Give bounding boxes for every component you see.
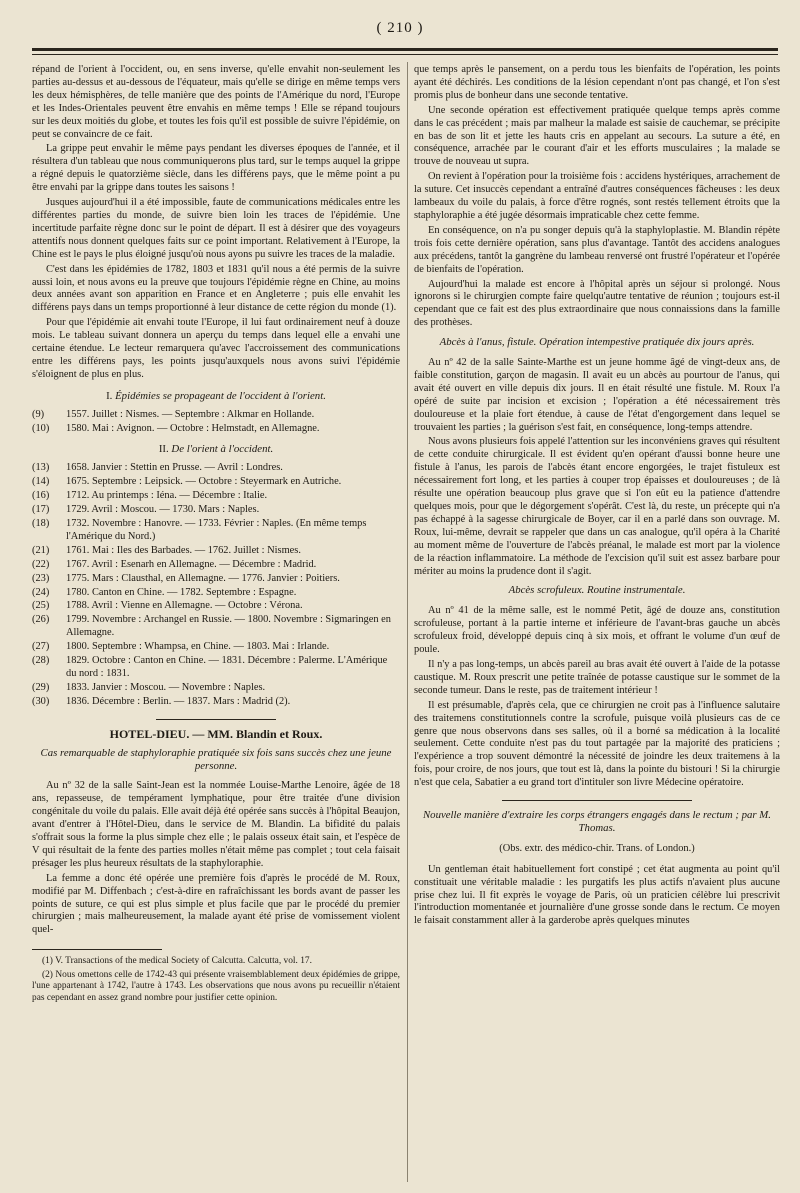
divider <box>156 719 276 720</box>
source-note: (Obs. extr. des médico-chir. Trans. of London.) <box>499 842 695 854</box>
list-item <box>32 600 400 613</box>
list-item <box>32 476 400 489</box>
item-text: 1780. Canton en Chine. — 1782. Septembre : Espagne. <box>66 586 297 598</box>
section-number: I. <box>106 389 113 402</box>
list-item <box>32 641 400 654</box>
paragraph: que temps après le pansement, on a perdu tous les bienfaits de l'opération, les points ayant été déchirés. Les conditions de la lésion cependant n'ont pas changé, et l'on s'est promis plus de bonheur dans une seconde tentative. <box>414 64 780 101</box>
footnote: (1) V. Transactions of the medical Society of Calcutta. Calcutta, vol. 17. <box>42 956 312 967</box>
epidemic-list <box>32 409 400 436</box>
item-number: (14) <box>32 476 50 488</box>
case-title: Nouvelle manière d'extraire les corps étrangers engagés dans le rectum ; par M. Thomas. <box>422 809 772 834</box>
section-title <box>32 443 400 456</box>
footnote: (2) Nous omettons celle de 1742-43 qui présente vraisemblablement deux épidémies de grippe, l'une appartenant à 1742, l'autre à 1743. Les observations que nous avons pu recueillir n'étaient pas cependant en assez grand nombre pour justifier cette opinion. <box>32 969 400 1003</box>
item-text: 1557. Juillet : Nismes. — Septembre : Alkmar en Hollande. <box>66 408 315 420</box>
item-number: (9) <box>32 408 45 420</box>
item-text: 1836. Décembre : Berlin. — 1837. Mars : Madrid (2). <box>66 695 291 707</box>
paragraph: Aujourd'hui la malade est encore à l'hôpital après un séjour si prolongé. Nous ignorons si le chirurgien compte faire quelqu'autre tentative de réunion ; toujours est-il cependant que ce fait est des plus extraordinaire que nous connaissions dans la famille des prothèses. <box>414 278 780 329</box>
epidemic-list <box>32 462 400 708</box>
paragraph: La grippe peut envahir le même pays pendant les diverses époques de l'année, et il résultera d'un tableau que nous communiquerons plus tard, sur le temps auquel la grippe a régné depuis le quatorzième siècle, dans les différens pays, que le même point a pu être envahi par la grippe dans toutes les saisons ! <box>32 143 400 194</box>
paragraph: Nous avons plusieurs fois appelé l'attention sur les inconvéniens graves qui résultent de cette conduite chirurgicale. Il est évident qu'en opérant d'aussi bonne heure une fistule à l'anus, les parois de l'abcès étant encore engorgées, le trajet fistuleux est nécessairement fort long, et les parties à couper trop épaisses et douloureuses ; de là résulte une opération beaucoup plus grave que si l'on eût eu la patience d'attendre quelques mois, pour que le dégorgement s'opérât. C'est là, du reste, un précepte qui n'a pas échappé à la sagesse chirurgicale de Boyer, car il en a parlé dans son ouvrage. M. Roux, lui-même, devrait se rappeler que dans un cas analogue, qu'il opéra à la Charité au moment même de l'ouverture de l'abcès préanal, le malade est mort par la violence de la réaction inflammatoire. La méthode de l'excision qu'il suit est assez barbare pour mériter au moins la prudence dont il s'agit. <box>414 436 780 577</box>
item-number: (21) <box>32 544 50 556</box>
paragraph: En conséquence, on n'a pu songer depuis qu'à la staphyloplastie. M. Blandin répète trois fois cette dernière opération, sans plus d'avantage. Tantôt des accidens analogues aux précédens, tantôt la gangrène du lambeau renversé ont frustré l'opérateur et l'opérée de bienfaits de l'opération. <box>414 224 780 275</box>
section-title <box>32 390 400 403</box>
item-number: (10) <box>32 422 50 434</box>
item-number: (17) <box>32 504 50 516</box>
list-item <box>32 655 400 681</box>
right-column <box>414 64 780 930</box>
item-number: (26) <box>32 614 50 626</box>
case-title: Cas remarquable de staphyloraphie pratiquée six fois sans succès chez une jeune personne. <box>40 746 392 772</box>
item-text: 1732. Novembre : Hanovre. — 1733. Février : Naples. (En même temps l'Amérique du Nord.) <box>66 518 367 542</box>
item-text: 1788. Avril : Vienne en Allemagne. — Octobre : Vérona. <box>66 600 303 612</box>
list-item <box>32 423 400 436</box>
list-item <box>32 559 400 572</box>
item-number: (25) <box>32 600 50 612</box>
paragraph: Au nº 41 de la même salle, est le nommé Petit, âgé de douze ans, constitution scrofuleuse, portant à la partie interne et inférieure de l'avant-bras gauche un abcès scrofuleux froid, développé depuis cinq à six mois, et offrant le volume d'un œuf de poule. <box>414 605 780 656</box>
item-text: 1829. Octobre : Canton en Chine. — 1831. Décembre : Palerme. L'Amérique du nord : 1831. <box>66 655 388 679</box>
item-text: 1580. Mai : Avignon. — Octobre : Helmstadt, en Allemagne. <box>66 422 320 434</box>
item-text: 1675. Septembre : Leipsick. — Octobre : Steyermark en Autriche. <box>66 476 342 488</box>
footnote-rule <box>32 949 162 950</box>
item-text: 1800. Septembre : Whampsa, en Chine. — 1803. Mai : Irlande. <box>66 641 330 653</box>
item-text: 1761. Mai : Iles des Barbades. — 1762. Juillet : Nismes. <box>66 544 301 556</box>
item-number: (27) <box>32 641 50 653</box>
paragraph: Pour que l'épidémie ait envahi toute l'Europe, il lui faut ordinairement neuf à douze mois. Le tableau suivant donnera un aperçu du temps dans lequel elle a envahi une certaine étendue. Le lecteur remarquera qu'avec l'accroissement des communications entre les différens pays, les points jusqu'auxquels nous avons suivi l'épidémie s'éloignent de plus en plus. <box>32 317 400 380</box>
paragraph: La femme a donc été opérée une première fois d'après le procédé de M. Roux, modifié par M. Diffenbach ; c'est-à-dire en rafraîchissant les bords avant de passer les points de suture, ce qui est plus simple et plus facile que par le procédé du premier chirurgien ; mais malheureusement, la malade ayant été prise de vomissement violent quel- <box>32 872 400 936</box>
paragraph: Au nº 32 de la salle Saint-Jean est la nommée Louise-Marthe Lenoire, âgée de 18 ans, repasseuse, de tempérament lymphatique, pour être traitée d'une division congénitale du voile du palais. Elle avait déjà été opérée sans succès à l'hôpital Beaujon, avant d'entrer à l'Hôtel-Dieu, dans le service de M. Blandin. La bifidité du palais s'offrait sous la forme la plus simple chez elle ; le palais osseux était sain, et l'espèce de V qui résultait de la fente des parties molles n'était même pas complet ; tout cela faisait présager les plus heureux résultats de la staphyloraphie. <box>32 780 400 869</box>
item-text: 1833. Janvier : Moscou. — Novembre : Naples. <box>66 681 266 693</box>
item-text: 1767. Avril : Esenarh en Allemagne. — Décembre : Madrid. <box>66 558 317 570</box>
item-text: 1712. Au printemps : Iéna. — Décembre : Italie. <box>66 490 268 502</box>
item-text: 1799. Novembre : Archangel en Russie. — 1800. Novembre : Sigmaringen en Allemagne. <box>66 614 391 639</box>
page-number: ( 210 ) <box>376 20 424 36</box>
paragraph: C'est dans les épidémies de 1782, 1803 et 1831 qu'il nous a été permis de la suivre aussi loin, et nous avons eu la preuve que toujours l'épidémie règne en Chine, au moins deux années avant son apparition en France et en Angleterre ; puis elle envahit les différens pays dans un temps proportionné à leur distance de cette région du monde (1). <box>32 263 400 314</box>
list-item <box>32 504 400 517</box>
case-title: Abcès scrofuleux. Routine instrumentale. <box>508 584 686 597</box>
list-item <box>32 409 400 422</box>
list-item <box>32 682 400 695</box>
left-column <box>32 64 400 1006</box>
paragraph: Jusques aujourd'hui il a été impossible, faute de communications médicales entre les différentes parties du monde, de suivre bien loin les traces de l'épidémie. Une incertitude parfaite règne donc sur le point de départ. Il est à désirer que des voyageurs attentifs nous donnent quelques faits sur ce point important. Relativement à l'Europe, la Chine est le pays le plus éloigné jusqu'où nous ayons pu suivre les traces de la maladie. <box>32 197 400 260</box>
paragraph: Il est présumable, d'après cela, que ce chirurgien ne croit pas à l'influence salutaire des traitemens constitutionnels contre la scrofule, puisque voilà plusieurs cas de ce genre que nous observons dans ses salles, où il a borné sa médication à la localité seulement. Cette conduite n'est pas du tout partagée par la majorité des praticiens ; l'expérience a trop souvent démontré la nécessité de joindre les deux traitemens à la fois, pour croire, de nos jours, que tout est là, dans la pointe du bistouri ! Si la chirurgie n'est que cela, Sabatier a eu grand tort d'intituler son livre Médecine opératoire. <box>414 699 780 789</box>
list-item <box>32 518 400 544</box>
item-number: (18) <box>32 518 50 529</box>
list-item <box>32 490 400 503</box>
case-title: Abcès à l'anus, fistule. Opération intempestive pratiquée dix jours après. <box>439 336 755 349</box>
paragraph: Une seconde opération est effectivement pratiquée quelque temps après comme dans le cas précédent ; mais par malheur la malade est saisie de cauchemar, se précipite en bas de son lit et jette les hauts cris en appelant au secours. La suture a été, en conséquence, arrachée par le courant d'air et les efforts musculaires ; la malade se trouve de nouveau ut supra. <box>414 104 780 168</box>
item-number: (16) <box>32 490 50 502</box>
item-number: (23) <box>32 572 50 584</box>
section-heading: De l'orient à l'occident. <box>171 443 274 456</box>
item-number: (13) <box>32 462 50 474</box>
list-item <box>32 587 400 600</box>
list-item <box>32 545 400 558</box>
paragraph: On revient à l'opération pour la troisième fois : accidens hystériques, arrachement de la suture. Cet insuccès cependant a entraîné d'autres conséquences fâcheuses : les deux lambeaux du voile du palais, à force d'être rognés, sont restés tellement étroits que la staphyloraphie a été jugée désormais impraticable chez cette femme. <box>414 171 780 221</box>
paragraph: Au nº 42 de la salle Sainte-Marthe est un jeune homme âgé de vingt-deux ans, de faible constitution, garçon de magasin. Il avait eu un abcès au pourtour de l'anus, qui avait été ouvert en ville depuis dix jours. Il en était résulté une fistule. M. Roux l'a opéré de suite par incision et excision ; l'opération a été nécessairement très douloureuse et la plaie fort étendue, à cause de l'état d'engorgement dans lequel se trouvaient les parties ; la guérison s'est fait, en conséquence, long-temps attendre. <box>414 357 780 433</box>
item-text: 1775. Mars : Clausthal, en Allemagne. — 1776. Janvier : Poitiers. <box>66 572 340 584</box>
column-divider <box>407 62 408 1182</box>
divider <box>502 800 692 801</box>
list-item <box>32 614 400 640</box>
paragraph: répand de l'orient à l'occident, ou, en sens inverse, qu'elle envahit non-seulement les parties au-dessus et au-dessous de l'équateur, mais qu'elle se dirige en même temps vers les deux hémisphères, de telle manière que des points de l'Amérique du nord, l'Europe et les Indes-Orientales peuvent être envahis en même temps ! Elle se répand toujours sur les deux moitiés du globe, et toutes les fois qu'il est possible de suivre l'épidémie, on peut se convaincre de ce fait. <box>32 64 400 140</box>
paragraph: Il n'y a pas long-temps, un abcès pareil au bras avait été ouvert à l'aide de la potasse caustique. M. Roux prescrit une petite traînée de potasse caustique sur le sommet de la seconde tumeur. Dans le reste, pas de traitement intérieur ! <box>414 658 780 696</box>
list-item <box>32 462 400 475</box>
item-number: (28) <box>32 655 50 667</box>
item-text: 1658. Janvier : Stettin en Prusse. — Avril : Londres. <box>66 462 283 474</box>
section-number: II. <box>158 443 169 456</box>
list-item <box>32 696 400 709</box>
list-item <box>32 573 400 586</box>
item-number: (22) <box>32 558 50 570</box>
header-rule-thin <box>32 54 778 55</box>
item-number: (29) <box>32 681 50 693</box>
section-heading: Épidémies se propageant de l'occident à l'orient. <box>115 389 326 402</box>
header-rule <box>32 48 778 51</box>
paragraph: Un gentleman était habituellement fort constipé ; cet état augmenta au point qu'il constituait une véritable maladie : les purgatifs les plus actifs n'avaient plus aucune prise chez lui. Il fit exprès le voyage de Paris, où un praticien célèbre lui prescrivit l'introduction momentanée et journalière d'une grosse sonde dans le rectum. Ce moyen le faisait constamment aller à la garderobe après quelques minutes <box>414 863 780 927</box>
item-text: 1729. Avril : Moscou. — 1730. Mars : Naples. <box>66 504 260 516</box>
item-number: (24) <box>32 586 50 598</box>
item-number: (30) <box>32 695 50 707</box>
hospital-heading: HOTEL-DIEU. — MM. Blandin et Roux. <box>109 726 323 741</box>
